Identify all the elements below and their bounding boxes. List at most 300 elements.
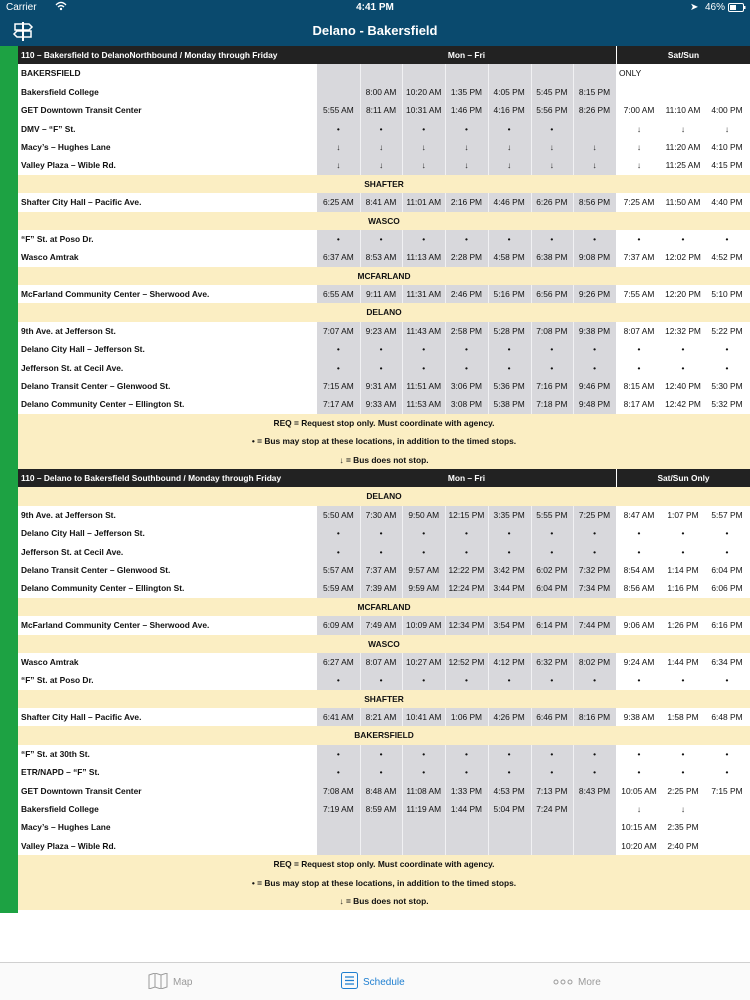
stop-name: “F” St. at Poso Dr. (21, 675, 94, 686)
weekend-time: • (725, 362, 729, 373)
city-name: WASCO (368, 215, 400, 226)
weekend-time: 12:32 PM (665, 325, 701, 336)
weekend-time: • (725, 748, 729, 759)
weekday-time: • (507, 233, 511, 244)
weekday-time: • (507, 362, 511, 373)
column-divider (573, 800, 574, 818)
column-divider (573, 818, 574, 836)
stop-name: Delano Community Center – Ellington St. (21, 399, 185, 410)
weekday-time: • (422, 528, 426, 539)
weekend-time: • (681, 344, 685, 355)
weekday-time: • (550, 233, 554, 244)
weekday-time: 7:34 PM (578, 583, 611, 594)
stop-name: Delano City Hall – Jefferson St. (21, 344, 145, 355)
table-row[interactable] (18, 653, 750, 671)
weekend-time: 5:57 PM (711, 509, 743, 520)
weekday-time: • (422, 362, 426, 373)
weekday-time: 9:46 PM (578, 381, 611, 392)
schedule-content (18, 46, 750, 910)
weekend-time: 8:56 AM (623, 583, 655, 594)
city-name: DELANO (366, 491, 402, 502)
weekday-time: 9:23 AM (365, 325, 397, 336)
weekday-time: 9:31 AM (365, 381, 397, 392)
city-header (18, 690, 750, 708)
weekday-time: 6:41 AM (322, 712, 354, 723)
table-row[interactable] (18, 561, 750, 579)
table-row[interactable] (18, 395, 750, 413)
weekday-time: • (379, 233, 383, 244)
weekend-time: 5:30 PM (711, 381, 743, 392)
weekday-time: 11:01 AM (406, 197, 442, 208)
weekday-time: 9:33 AM (365, 399, 397, 410)
column-divider (573, 120, 574, 138)
legend-note-text: REQ = Request stop only. Must coordinate with agency. (273, 859, 495, 870)
weekend-time: ↓ (636, 804, 642, 815)
weekend-time: • (681, 675, 685, 686)
weekday-time: 10:09 AM (406, 620, 442, 631)
weekend-time: • (637, 767, 641, 778)
city-header (18, 175, 750, 193)
stop-name: Delano Community Center – Ellington St. (21, 583, 185, 594)
weekend-time: • (681, 767, 685, 778)
weekend-time: 1:26 PM (667, 620, 699, 631)
weekday-time: • (336, 675, 340, 686)
table-row[interactable] (18, 64, 750, 82)
table-row[interactable] (18, 322, 750, 340)
weekday-time: • (507, 767, 511, 778)
weekday-time: 6:37 AM (322, 252, 354, 263)
weekday-time: ↓ (507, 160, 512, 171)
weekend-time: 9:38 AM (623, 712, 655, 723)
city-header (18, 487, 750, 505)
weekday-time: 4:16 PM (493, 105, 525, 116)
weekday-time: 7:32 PM (578, 564, 611, 575)
weekday-time: 6:04 PM (536, 583, 568, 594)
table-row[interactable] (18, 671, 750, 689)
stop-name: “F” St. at Poso Dr. (21, 233, 94, 244)
weekday-time: • (464, 344, 468, 355)
column-divider (488, 818, 489, 836)
weekday-time: 11:51 AM (406, 381, 442, 392)
stop-name: 9th Ave. at Jefferson St. (21, 509, 116, 520)
weekend-time: 7:15 PM (711, 785, 743, 796)
weekend-time: 4:52 PM (711, 252, 743, 263)
schedule-icon (341, 972, 358, 992)
weekday-time: 7:19 AM (322, 804, 354, 815)
weekday-time: ↓ (464, 160, 469, 171)
tab-more[interactable] (553, 963, 601, 1000)
stop-name: Wasco Amtrak (21, 252, 79, 263)
weekday-time: • (550, 362, 554, 373)
weekday-time: 8:00 AM (365, 86, 397, 97)
table-row[interactable] (18, 120, 750, 138)
column-divider (402, 837, 403, 855)
table-row[interactable] (18, 579, 750, 597)
weekend-time: 6:48 PM (711, 712, 743, 723)
legend-note-text: ↓ = Bus does not stop. (339, 895, 429, 906)
weekday-time: • (422, 767, 426, 778)
weekday-time: • (336, 748, 340, 759)
weekday-time: 8:07 AM (365, 656, 397, 667)
stop-name: Jefferson St. at Cecil Ave. (21, 546, 124, 557)
weekday-time: ↓ (421, 160, 426, 171)
weekday-time: 7:07 AM (322, 325, 354, 336)
weekday-time: 5:36 PM (493, 381, 525, 392)
weekday-time: 7:15 AM (322, 381, 354, 392)
table-row[interactable] (18, 156, 750, 174)
table-row[interactable] (18, 83, 750, 101)
weekday-time: 3:42 PM (493, 564, 525, 575)
weekday-time: 8:21 AM (365, 712, 397, 723)
weekend-time: 1:07 PM (667, 509, 699, 520)
weekday-time: 4:12 PM (493, 656, 525, 667)
weekday-time: 1:33 PM (450, 785, 483, 796)
weekday-time: • (422, 344, 426, 355)
weekday-time: 7:08 AM (322, 785, 354, 796)
weekend-time: 6:06 PM (711, 583, 743, 594)
weekend-time: 8:17 AM (623, 399, 655, 410)
weekday-time: 8:26 PM (578, 105, 611, 116)
weekday-time: 5:55 PM (536, 509, 568, 520)
weekday-time: 6:14 PM (536, 620, 568, 631)
weekday-time: • (422, 748, 426, 759)
weekday-time: 8:43 PM (578, 785, 611, 796)
weekday-time: ↓ (464, 141, 469, 152)
column-divider (402, 64, 403, 82)
weekday-time: • (464, 767, 468, 778)
stop-name: McFarland Community Center – Sherwood Ave. (21, 620, 210, 631)
weekday-time: • (507, 675, 511, 686)
weekend-time: 2:35 PM (667, 822, 699, 833)
column-divider (531, 818, 532, 836)
weekend-time: 1:58 PM (667, 712, 699, 723)
weekday-time: • (379, 123, 383, 134)
weekend-time: 9:06 AM (623, 620, 655, 631)
weekday-time: 7:13 PM (536, 785, 568, 796)
weekday-time: • (550, 528, 554, 539)
weekday-time: 1:35 PM (450, 86, 483, 97)
weekday-time: 7:39 AM (365, 583, 397, 594)
column-divider (360, 64, 361, 82)
southbound-header (18, 469, 750, 487)
weekday-time: 8:16 PM (578, 712, 611, 723)
weekday-time: 12:52 PM (448, 656, 485, 667)
table-row[interactable] (18, 763, 750, 781)
column-divider (573, 64, 574, 82)
weekday-time: 7:17 AM (322, 399, 354, 410)
weekend-time: 12:02 PM (665, 252, 701, 263)
weekday-time: • (464, 528, 468, 539)
weekend-time: ↓ (636, 160, 642, 171)
stop-name: Delano Transit Center – Glenwood St. (21, 381, 171, 392)
column-divider (488, 837, 489, 855)
stop-name: Jefferson St. at Cecil Ave. (21, 362, 124, 373)
weekday-time: 9:50 AM (408, 509, 440, 520)
weekend-time: ONLY (619, 68, 642, 79)
weekday-shading (317, 837, 616, 855)
weekday-time: 6:46 PM (536, 712, 568, 723)
weekend-time: 12:40 PM (665, 381, 701, 392)
stop-name: ETR/NAPD – “F” St. (21, 767, 100, 778)
city-name: MCFARLAND (357, 601, 411, 612)
legend-note-text: ↓ = Bus does not stop. (339, 454, 429, 465)
weekday-time: 8:41 AM (365, 197, 397, 208)
weekday-time: 5:45 PM (536, 86, 568, 97)
weekend-time: 4:10 PM (711, 141, 743, 152)
column-divider (531, 837, 532, 855)
weekend-time: 7:55 AM (623, 289, 655, 300)
weekday-time: 3:54 PM (493, 620, 525, 631)
weekday-time: 8:15 PM (578, 86, 611, 97)
city-header (18, 303, 750, 321)
weekday-time: 6:55 AM (322, 289, 354, 300)
weekend-time: 11:10 AM (665, 105, 701, 116)
weekday-time: • (550, 767, 554, 778)
weekday-time: 7:25 PM (578, 509, 611, 520)
weekday-time: 7:37 AM (365, 564, 397, 575)
weekend-time: 5:10 PM (711, 289, 743, 300)
weekday-time: 12:22 PM (448, 564, 485, 575)
weekday-time: ↓ (507, 141, 512, 152)
weekday-time: ↓ (592, 160, 597, 171)
weekday-time: 7:08 PM (536, 325, 568, 336)
weekend-time: • (637, 546, 641, 557)
weekday-time: • (422, 546, 426, 557)
weekday-time: 4:05 PM (493, 86, 525, 97)
table-row[interactable] (18, 506, 750, 524)
weekday-time: 5:04 PM (493, 804, 525, 815)
weekday-time: 1:44 PM (450, 804, 483, 815)
table-row[interactable] (18, 837, 750, 855)
weekend-time: 10:20 AM (621, 840, 657, 851)
legend-note-text: • = Bus may stop at these locations, in addition to the timed stops. (251, 436, 517, 447)
weekday-time: ↓ (421, 141, 426, 152)
weekday-time: ↓ (336, 160, 341, 171)
location-arrow-icon: ➤ (690, 2, 699, 13)
weekend-time: 12:42 PM (665, 399, 701, 410)
table-row[interactable] (18, 340, 750, 358)
weekday-time: 5:59 AM (322, 583, 354, 594)
stop-name: Bakersfield College (21, 86, 99, 97)
table-row[interactable] (18, 708, 750, 726)
weekend-time: 10:15 AM (621, 822, 657, 833)
tab-map-label: Map (173, 976, 193, 988)
city-header (18, 726, 750, 744)
stop-name: McFarland Community Center – Sherwood Ave. (21, 289, 210, 300)
weekday-time: ↓ (378, 160, 384, 171)
table-row[interactable] (18, 101, 750, 119)
stop-name: Shafter City Hall – Pacific Ave. (21, 712, 142, 723)
weekend-time: 9:24 AM (623, 656, 655, 667)
weekday-time: • (507, 123, 511, 134)
weekday-time: 11:31 AM (406, 289, 442, 300)
weekend-time: 1:16 PM (667, 583, 699, 594)
nav-bar (0, 16, 750, 46)
column-divider (445, 64, 446, 82)
weekday-time: • (593, 528, 596, 539)
weekend-time: 2:40 PM (667, 840, 699, 851)
weekday-time: 6:02 PM (536, 564, 568, 575)
weekday-time: • (379, 362, 383, 373)
stop-name: Delano City Hall – Jefferson St. (21, 528, 145, 539)
legend-note (18, 451, 750, 469)
weekend-time: • (637, 362, 641, 373)
weekend-time: 12:20 PM (665, 289, 701, 300)
weekend-time: 7:25 AM (623, 197, 655, 208)
weekend-time: 8:15 AM (623, 381, 655, 392)
weekday-time: 9:38 PM (578, 325, 611, 336)
weekday-time: 5:55 AM (322, 105, 354, 116)
table-row[interactable] (18, 800, 750, 818)
table-row[interactable] (18, 359, 750, 377)
weekday-time: 9:57 AM (408, 564, 440, 575)
table-row[interactable] (18, 818, 750, 836)
weekday-time: • (507, 748, 511, 759)
weekend-header: Sat/Sun Only (657, 472, 710, 483)
weekend-time: • (681, 362, 685, 373)
city-header (18, 598, 750, 616)
tab-schedule[interactable] (341, 963, 405, 1000)
table-row[interactable] (18, 616, 750, 634)
weekend-time: • (725, 767, 729, 778)
weekend-time: 5:22 PM (711, 325, 743, 336)
weekend-time: ↓ (680, 804, 686, 815)
weekday-time: 9:48 PM (578, 399, 611, 410)
legend-note (18, 874, 750, 892)
table-row[interactable] (18, 524, 750, 542)
weekday-time: 5:16 PM (493, 289, 525, 300)
stop-name: Delano Transit Center – Glenwood St. (21, 564, 171, 575)
city-name: SHAFTER (364, 693, 404, 704)
city-header (18, 212, 750, 230)
weekday-time: 7:44 PM (578, 620, 611, 631)
battery-percent: 46% (705, 2, 726, 13)
table-row[interactable] (18, 745, 750, 763)
table-row[interactable] (18, 285, 750, 303)
weekend-time: 7:37 AM (623, 252, 655, 263)
weekday-time: 11:19 AM (406, 804, 442, 815)
weekday-time: 1:06 PM (450, 712, 483, 723)
weekday-time: 9:26 PM (578, 289, 611, 300)
weekday-time: ↓ (336, 141, 341, 152)
weekday-time: 3:35 PM (493, 509, 525, 520)
stop-name: Valley Plaza – Wible Rd. (21, 160, 116, 171)
weekday-time: • (550, 748, 554, 759)
table-row[interactable] (18, 782, 750, 800)
weekday-time: • (336, 767, 340, 778)
weekday-time: ↓ (549, 141, 554, 152)
weekday-time: • (379, 767, 383, 778)
weekend-time: 4:00 PM (711, 105, 743, 116)
weekday-time: • (379, 748, 383, 759)
weekday-time: 10:41 AM (406, 712, 442, 723)
weekday-time: 11:13 AM (406, 252, 442, 263)
weekday-time: 8:11 AM (365, 105, 397, 116)
weekend-time: 8:54 AM (623, 564, 655, 575)
weekday-time: • (507, 344, 511, 355)
weekend-time: • (725, 233, 729, 244)
weekday-time: • (593, 675, 596, 686)
clock: 4:41 PM (356, 2, 394, 13)
legend-note-text: REQ = Request stop only. Must coordinate with agency. (273, 417, 495, 428)
weekday-time: 4:53 PM (493, 785, 525, 796)
weekend-time: ↓ (680, 123, 686, 134)
weekday-time: • (464, 123, 468, 134)
weekend-time: 8:07 AM (623, 325, 655, 336)
weekday-time: 5:57 AM (322, 564, 354, 575)
legend-note (18, 892, 750, 910)
weekend-time: • (637, 675, 641, 686)
weekday-time: • (593, 344, 596, 355)
weekday-time: • (593, 233, 596, 244)
weekday-time: 9:59 AM (408, 583, 440, 594)
stop-name: Valley Plaza – Wible Rd. (21, 840, 116, 851)
weekday-time: • (550, 546, 554, 557)
southbound-schedule (18, 469, 750, 910)
weekend-time: • (725, 528, 729, 539)
weekend-time: 10:05 AM (621, 785, 657, 796)
table-row[interactable] (18, 543, 750, 561)
table-row[interactable] (18, 138, 750, 156)
stop-name: BAKERSFIELD (21, 68, 81, 79)
city-header (18, 267, 750, 285)
weekday-time: • (336, 362, 340, 373)
weekend-time: • (637, 528, 641, 539)
city-name: WASCO (368, 638, 400, 649)
stop-name: Macy’s – Hughes Lane (21, 822, 111, 833)
weekday-time: 1:46 PM (450, 105, 483, 116)
weekday-time: • (507, 528, 511, 539)
weekday-time: 6:26 PM (536, 197, 568, 208)
stop-name: Shafter City Hall – Pacific Ave. (21, 197, 142, 208)
table-row[interactable] (18, 248, 750, 266)
weekday-time: 11:53 AM (406, 399, 442, 410)
route-color-bar (0, 46, 18, 913)
weekday-time: • (507, 546, 511, 557)
weekend-time: • (637, 344, 641, 355)
weekend-time: 1:44 PM (667, 656, 699, 667)
column-divider (445, 818, 446, 836)
route-title: 110 – Bakersfield to DelanoNorthbound / Monday through Friday (21, 50, 278, 60)
weekday-time: 5:38 PM (493, 399, 525, 410)
column-divider (402, 818, 403, 836)
weekday-time: • (379, 344, 383, 355)
northbound-schedule (18, 46, 750, 469)
weekday-time: 4:58 PM (493, 252, 525, 263)
route-title: 110 – Delano to Bakersfield Southbound / Monday through Friday (21, 472, 282, 483)
weekend-time: • (637, 748, 641, 759)
weekday-time: ↓ (592, 141, 597, 152)
weekday-time: • (379, 528, 383, 539)
table-row[interactable] (18, 377, 750, 395)
tab-map[interactable] (148, 963, 192, 1000)
weekday-time: • (464, 233, 468, 244)
table-row[interactable] (18, 230, 750, 248)
weekday-time: • (593, 767, 596, 778)
weekday-time: • (379, 675, 383, 686)
stop-name: DMV – “F” St. (21, 123, 76, 134)
stop-name: Wasco Amtrak (21, 656, 79, 667)
weekday-time: 3:06 PM (450, 381, 483, 392)
carrier-label: Carrier (6, 2, 37, 13)
weekend-time: 11:25 AM (665, 160, 701, 171)
weekend-time: • (681, 546, 685, 557)
weekday-time: 6:56 PM (536, 289, 568, 300)
legend-note (18, 432, 750, 450)
weekday-time: 2:46 PM (450, 289, 483, 300)
weekday-header: Mon – Fri (447, 472, 486, 483)
table-row[interactable] (18, 193, 750, 211)
